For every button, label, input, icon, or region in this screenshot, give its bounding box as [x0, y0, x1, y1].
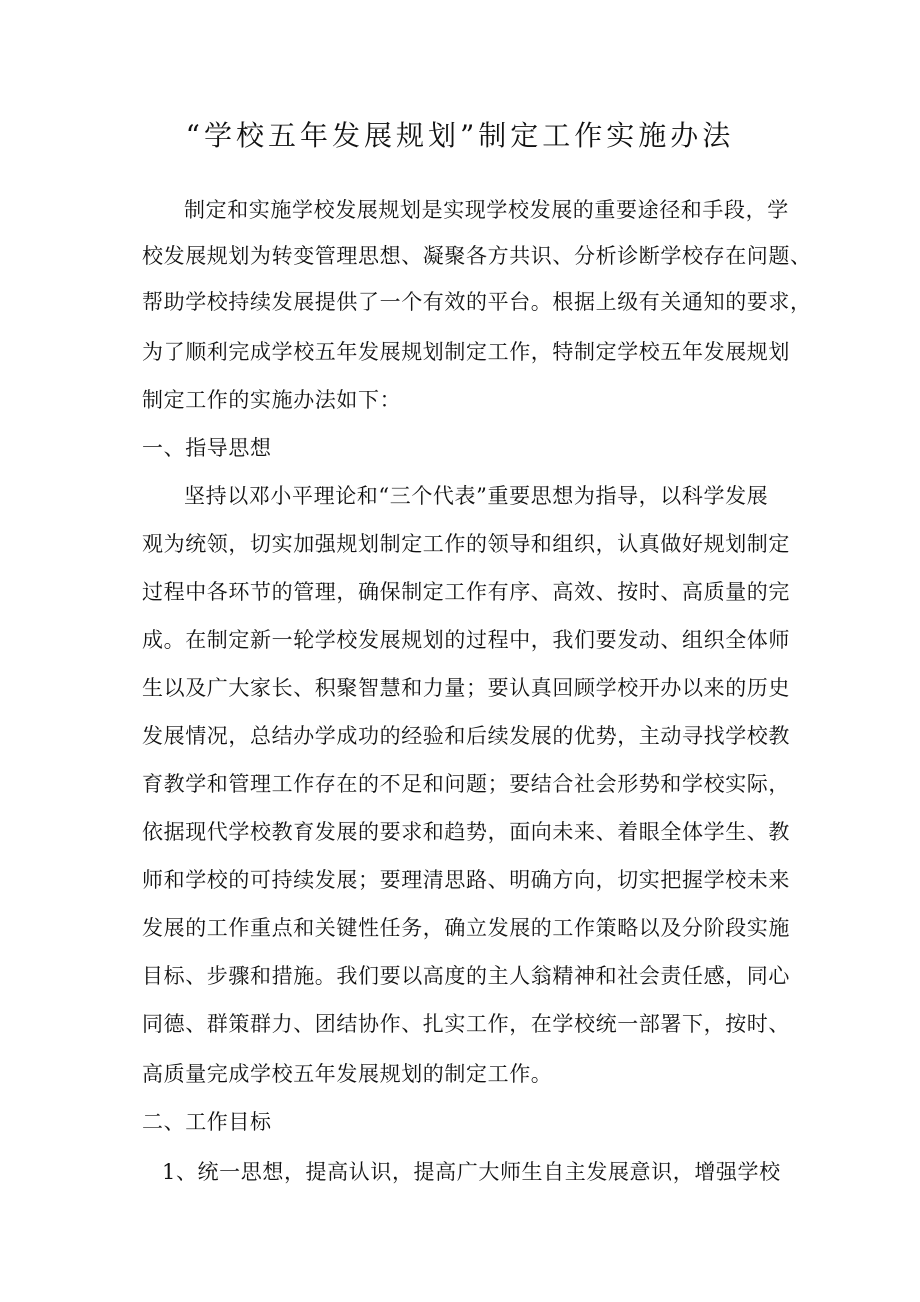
paragraph-line: 依据现代学校教育发展的要求和趋势，面向未来、着眼全体学生、教 — [142, 820, 790, 844]
paragraph-line: 过程中各环节的管理，确保制定工作有序、高效、按时、高质量的完 — [142, 580, 790, 604]
paragraph-line: 发展情况，总结办学成功的经验和后续发展的优势，主动寻找学校教 — [142, 724, 790, 748]
paragraph-line: 校发展规划为转变管理思想、凝聚各方共识、分析诊断学校存在问题、 — [142, 244, 812, 268]
paragraph-line: 制定和实施学校发展规划是实现学校发展的重要途径和手段，学 — [184, 198, 789, 222]
paragraph-line: 师和学校的可持续发展；要理清思路、明确方向，切实把握学校未来 — [142, 868, 790, 892]
paragraph-line: 育教学和管理工作存在的不足和问题；要结合社会形势和学校实际， — [142, 772, 790, 796]
paragraph-line: 生以及广大家长、积聚智慧和力量；要认真回顾学校开办以来的历史 — [142, 676, 790, 700]
list-item: 1、统一思想，提高认识，提高广大师生自主发展意识，增强学校 — [162, 1160, 781, 1184]
paragraph-line: 发展的工作重点和关键性任务，确立发展的工作策略以及分阶段实施 — [142, 916, 790, 940]
paragraph-line: 成。在制定新一轮学校发展规划的过程中，我们要发动、组织全体师 — [142, 628, 790, 652]
paragraph-line: 为了顺利完成学校五年发展规划制定工作，特制定学校五年发展规划 — [142, 340, 790, 364]
paragraph-line: 同德、群策群力、团结协作、扎实工作，在学校统一部署下，按时、 — [142, 1012, 790, 1036]
paragraph-line: 观为统领，切实加强规划制定工作的领导和组织，认真做好规划制定 — [142, 532, 790, 556]
paragraph-line: 坚持以邓小平理论和“三个代表”重要思想为指导，以科学发展 — [184, 484, 769, 508]
document-title: “学校五年发展规划”制定工作实施办法 — [185, 119, 735, 152]
paragraph-line: 制定工作的实施办法如下： — [142, 388, 402, 412]
paragraph-line: 目标、步骤和措施。我们要以高度的主人翁精神和社会责任感，同心 — [142, 964, 790, 988]
section-heading: 一、指导思想 — [142, 436, 272, 460]
section-heading: 二、工作目标 — [142, 1110, 272, 1134]
paragraph-line: 帮助学校持续发展提供了一个有效的平台。根据上级有关通知的要求， — [142, 290, 812, 314]
paragraph-line: 高质量完成学校五年发展规划的制定工作。 — [142, 1062, 553, 1086]
